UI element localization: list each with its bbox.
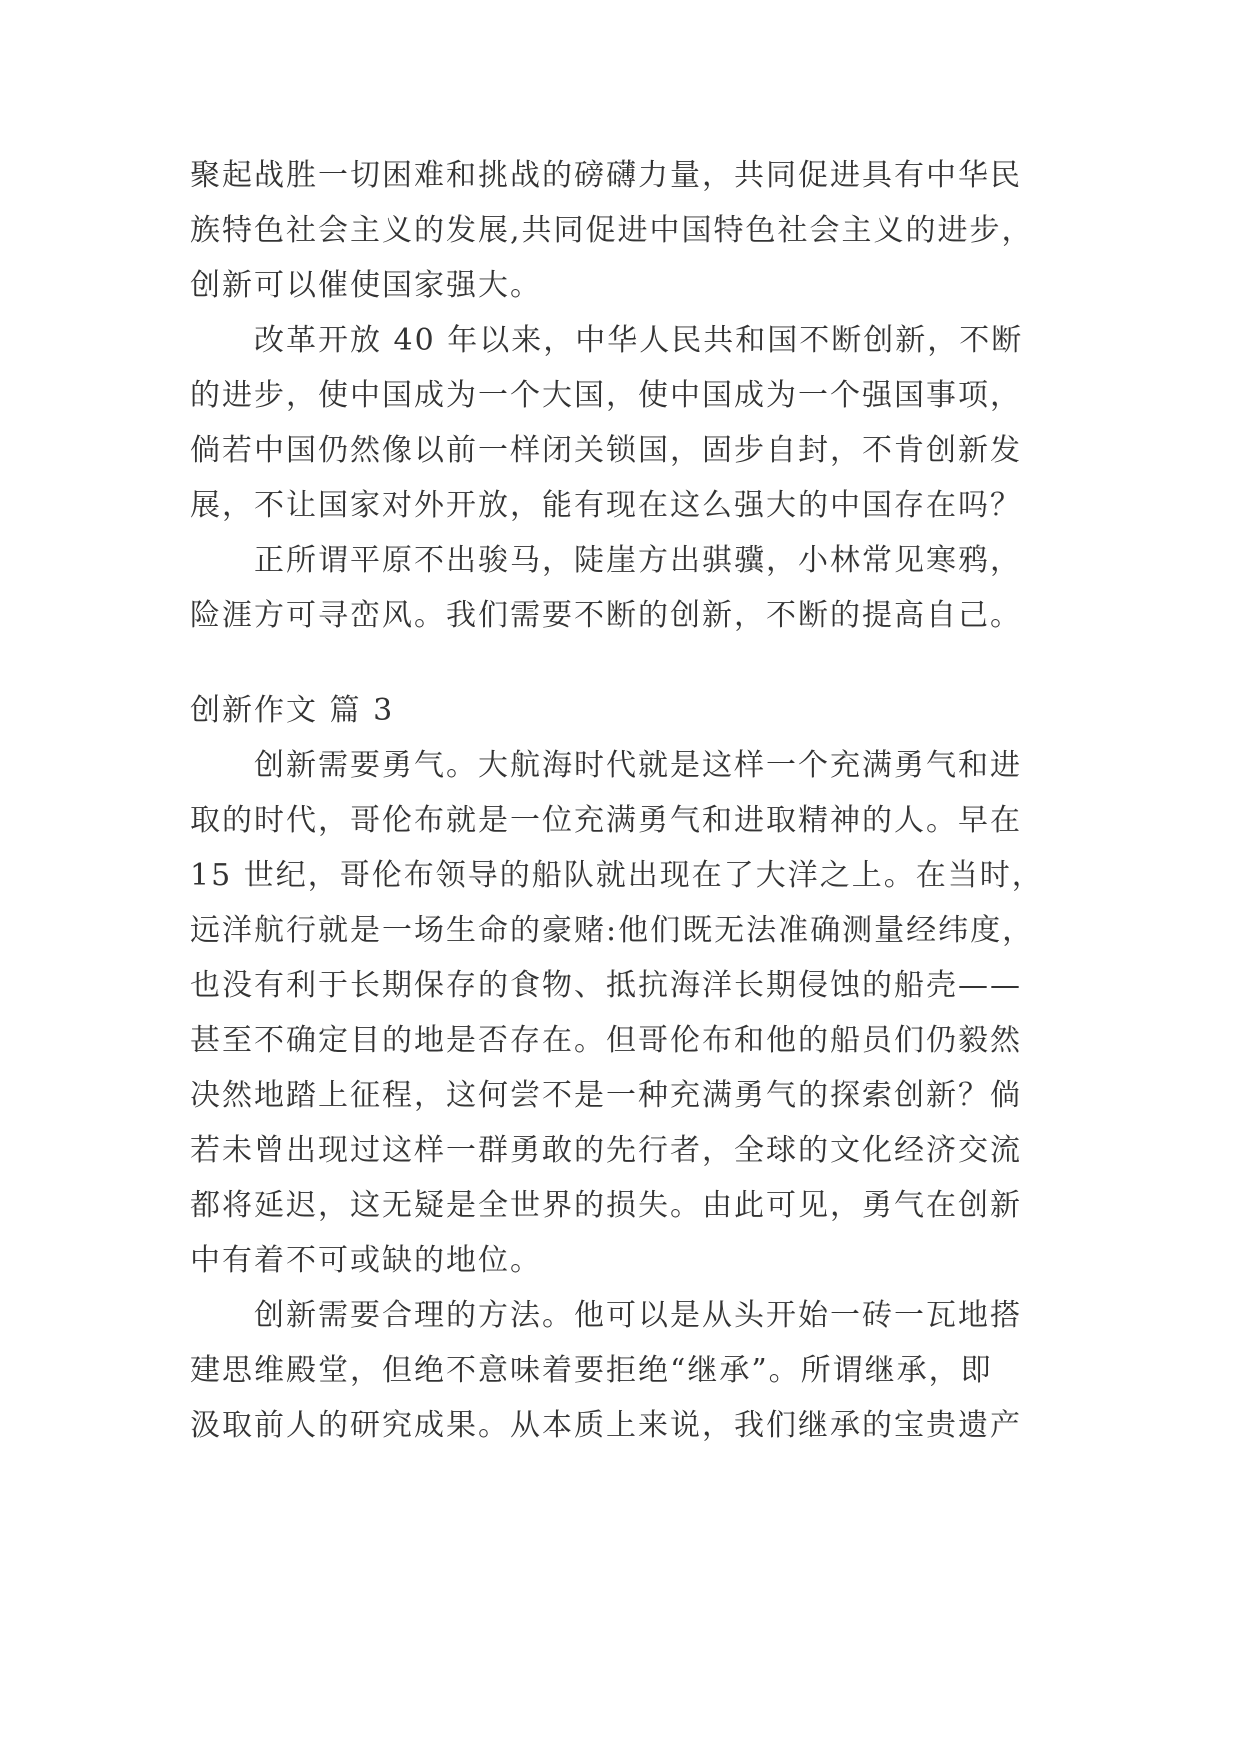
paragraph-method (190, 1288, 1090, 1453)
text-line: 若未曾出现过这样一群勇敢的先行者，全球的文化经济交流 (190, 1133, 1022, 1168)
text-line: 正所谓平原不出骏马，陡崖方出骐骥，小林常见寒鸦， (254, 543, 1022, 578)
section-spacer (190, 643, 1090, 683)
text-line: 的进步，使中国成为一个大国，使中国成为一个强国事项， (190, 378, 1022, 413)
text-line: 远洋航行就是一场生命的豪赌:他们既无法准确测量经纬度， (190, 913, 1035, 948)
document-body (190, 148, 1090, 1453)
text-line: 聚起战胜一切困难和挑战的磅礴力量，共同促进具有中华民 (190, 158, 1022, 193)
text-line: 族特色社会主义的发展,共同促进中国特色社会主义的进步， (190, 213, 1034, 248)
text-line: 创新需要合理的方法。他可以是从头开始一砖一瓦地搭 (254, 1298, 1022, 1333)
text-line: 险涯方可寻峦风。我们需要不断的创新，不断的提高自己。 (190, 598, 1022, 633)
text-line: 决然地踏上征程，这何尝不是一种充满勇气的探索创新？倘 (190, 1078, 1022, 1113)
text-line: 倘若中国仍然像以前一样闭关锁国，固步自封，不肯创新发 (190, 433, 1022, 468)
paragraph-proverb (190, 533, 1090, 643)
text-line: 展，不让国家对外开放，能有现在这么强大的中国存在吗？ (190, 488, 1022, 523)
text-line: 创新需要勇气。大航海时代就是这样一个充满勇气和进 (254, 748, 1022, 783)
text-line: 改革开放 40 年以来，中华人民共和国不断创新，不断 (254, 323, 1024, 358)
text-line: 15 世纪，哥伦布领导的船队就出现在了大洋之上。在当时， (190, 858, 1044, 893)
text-line: 创新可以催使国家强大。 (190, 268, 542, 303)
paragraph-courage (190, 738, 1090, 1288)
section-heading: 创新作文 篇 3 (190, 693, 395, 728)
text-line: 汲取前人的研究成果。从本质上来说，我们继承的宝贵遗产 (190, 1408, 1022, 1443)
paragraph-continuation (190, 148, 1090, 313)
text-line: 也没有利于长期保存的食物、抵抗海洋长期侵蚀的船壳—— (190, 968, 1022, 1003)
text-line: 中有着不可或缺的地位。 (190, 1243, 542, 1278)
text-line: 建思维殿堂，但绝不意味着要拒绝“继承”。所谓继承，即 (190, 1353, 993, 1388)
text-line: 取的时代，哥伦布就是一位充满勇气和进取精神的人。早在 (190, 803, 1022, 838)
paragraph-reform (190, 313, 1090, 533)
text-line: 都将延迟，这无疑是全世界的损失。由此可见，勇气在创新 (190, 1188, 1022, 1223)
text-line: 甚至不确定目的地是否存在。但哥伦布和他的船员们仍毅然 (190, 1023, 1022, 1058)
